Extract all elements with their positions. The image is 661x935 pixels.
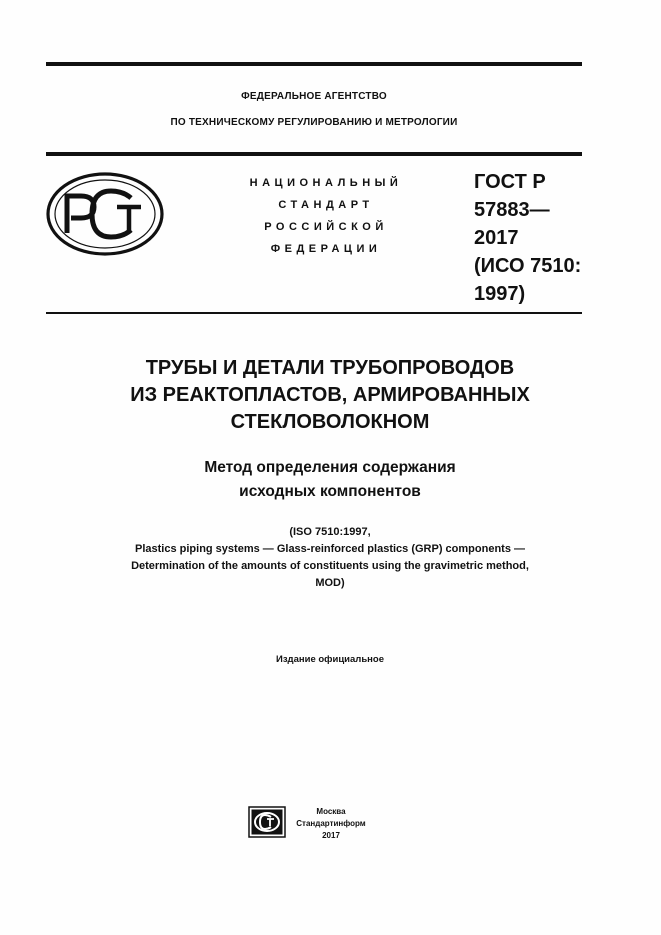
title-line: ТРУБЫ И ДЕТАЛИ ТРУБОПРОВОДОВ <box>145 357 515 379</box>
document-subtitle <box>46 456 614 504</box>
agency-line-2: ПО ТЕХНИЧЕСКОМУ РЕГУЛИРОВАНИЮ И МЕТРОЛОГИИ <box>170 117 458 128</box>
subtitle-line: Метод определения содержания <box>204 459 456 476</box>
designation-line: 2017 <box>474 227 519 249</box>
subtitle-line: исходных компонентов <box>239 483 421 500</box>
iso-line: (ISO 7510:1997, <box>289 526 371 538</box>
standard-designation <box>474 168 581 308</box>
iso-line: MOD) <box>315 577 345 589</box>
national-standard-line: ФЕДЕРАЦИИ <box>270 243 382 255</box>
designation-line: 57883— <box>474 199 550 221</box>
publisher-name: Стандартинформ <box>296 819 366 828</box>
rst-gost-emblem-icon <box>45 171 165 257</box>
iso-reference <box>30 524 630 592</box>
designation-line: ГОСТ Р <box>474 171 546 193</box>
iso-line: Determination of the amounts of constituents using the gravimetric method, <box>131 560 529 572</box>
standartinform-logo-icon <box>248 806 286 838</box>
middle-rule <box>46 152 582 156</box>
publication-year: 2017 <box>322 831 340 840</box>
agency-line-1: ФЕДЕРАЛЬНОЕ АГЕНТСТВО <box>241 91 387 102</box>
document-title <box>46 355 614 436</box>
national-standard-line: НАЦИОНАЛЬНЫЙ <box>249 177 403 189</box>
iso-line: Plastics piping systems — Glass-reinforced plastics (GRP) components — <box>135 543 525 555</box>
top-rule <box>46 62 582 66</box>
title-line: ИЗ РЕАКТОПЛАСТОВ, АРМИРОВАННЫХ <box>130 384 530 406</box>
national-standard-line: РОССИЙСКОЙ <box>264 221 388 233</box>
designation-line: (ИСО 7510: <box>474 255 582 277</box>
publisher-city: Москва <box>316 807 346 816</box>
bottom-rule <box>46 312 582 314</box>
edition-label: Издание официальное <box>276 654 384 665</box>
national-standard-line: СТАНДАРТ <box>278 199 374 211</box>
title-line: СТЕКЛОВОЛОКНОМ <box>230 411 430 433</box>
national-standard-label <box>238 172 414 260</box>
designation-line: 1997) <box>474 283 526 305</box>
publisher-info <box>292 806 370 842</box>
